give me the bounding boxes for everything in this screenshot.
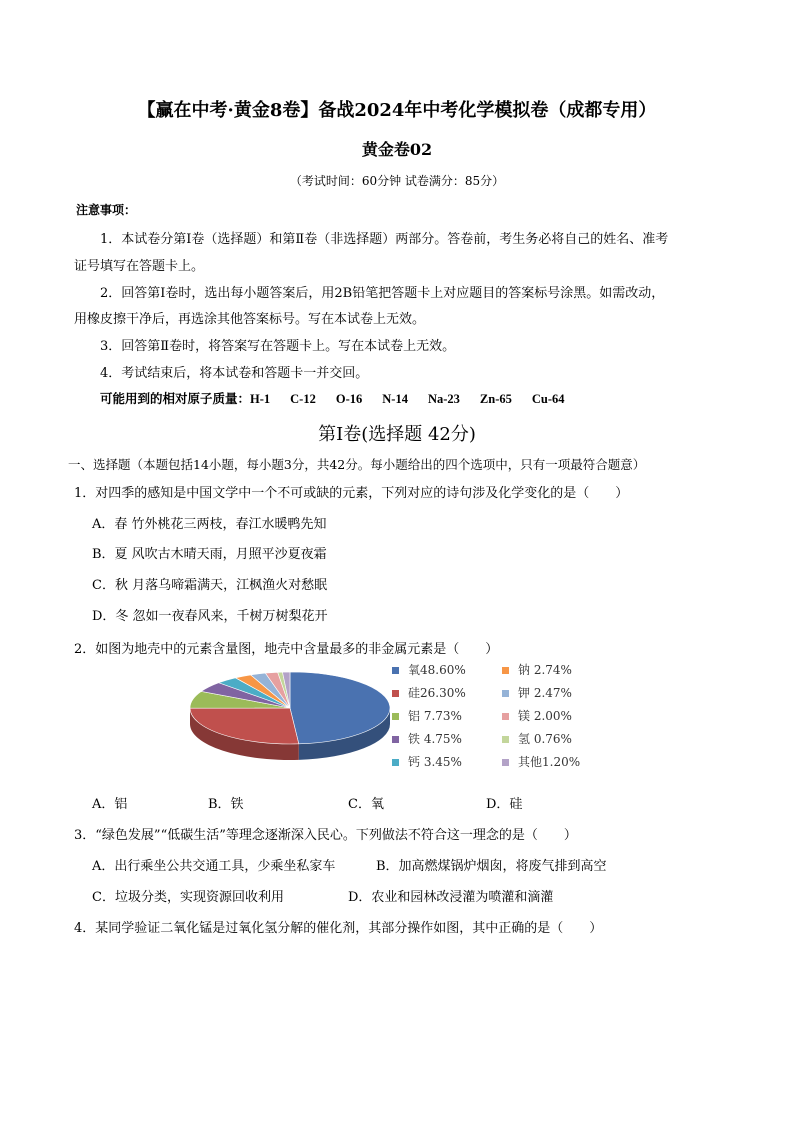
question-2-stem: 2．如图为地壳中的元素含量图，地壳中含量最多的非金属元素是（ ）: [74, 642, 499, 657]
section-title: 第Ⅰ卷(选择题 42分): [318, 424, 476, 445]
question-3-option-d: D．农业和园林改浸灌为喷灌和滴灌: [348, 890, 554, 905]
legend-label-1: 硅26.30%: [408, 686, 466, 700]
atomic-mass-o: O-16: [335, 392, 363, 406]
legend-label-3: 铁 4.75%: [408, 732, 462, 746]
note-1-line-2: 证号填写在答题卡上。: [74, 259, 205, 274]
note-2-line-1: 2．回答第Ⅰ卷时，选出每小题答案后，用2B铅笔把答题卡上对应题目的答案标号涂黑。如需改动，: [100, 286, 665, 301]
legend-label-6: 钾 2.47%: [518, 686, 572, 700]
question-2-option-c: C．氧: [348, 797, 384, 812]
exam-info: （考试时间：60分钟 试卷满分：85分）: [289, 174, 505, 188]
question-1-option-b: B．夏 风吹古木晴天雨，月照平沙夏夜霜: [92, 547, 327, 562]
paper-subtitle: 黄金卷02: [361, 140, 433, 159]
legend-swatch-3: [392, 736, 399, 743]
pie-legend: [392, 662, 580, 769]
question-1-option-d: D．冬 忽如一夜春风来，千树万树梨花开: [92, 609, 328, 624]
question-3-stem: 3．“绿色发展”“低碳生活”等理念逐渐深入民心。下列做法不符合这一理念的是（ ）: [74, 828, 577, 843]
atomic-masses: [100, 389, 585, 407]
legend-swatch-5: [502, 667, 509, 674]
atomic-mass-zn: Zn-65: [479, 392, 512, 406]
note-4: 4．考试结束后，将本试卷和答题卡一并交回。: [100, 366, 369, 381]
section-intro: 一、选择题（本题包括14小题，每小题3分，共42分。每小题给出的四个选项中，只有一项最符合题意）: [68, 457, 646, 472]
pie-layer: [190, 672, 390, 760]
notes-heading: 注意事项：: [76, 203, 137, 217]
atomic-mass-c: C-12: [290, 392, 316, 406]
legend-label-8: 氢 0.76%: [518, 732, 572, 746]
question-1-option-c: C．秋 月落乌啼霜满天，江枫渔火对愁眠: [92, 578, 328, 593]
legend-label-7: 镁 2.00%: [518, 709, 572, 723]
atomic-mass-n: N-14: [382, 392, 408, 406]
legend-swatch-1: [392, 690, 399, 697]
question-1-stem: 1．对四季的感知是中国文学中一个不可或缺的元素，下列对应的诗句涉及化学变化的是（ ）: [74, 486, 629, 501]
note-1-line-1: 1．本试卷分第Ⅰ卷（选择题）和第Ⅱ卷（非选择题）两部分。答卷前，考生务必将自己的姓名、准考: [100, 232, 669, 247]
atomic-mass-na: Na-23: [427, 392, 460, 406]
question-2-option-d: D．硅: [486, 797, 523, 812]
question-2-option-b: B．铁: [208, 797, 244, 812]
legend-swatch-2: [392, 713, 399, 720]
legend-label-9: 其他1.20%: [518, 755, 581, 769]
question-2-option-a: A．铝: [92, 797, 128, 812]
crust-element-pie-chart: [180, 660, 620, 785]
legend-label-0: 氧48.60%: [408, 663, 466, 677]
legend-swatch-8: [502, 736, 509, 743]
question-3-option-b: B．加高燃煤锅炉烟囱，将废气排到高空: [376, 859, 607, 874]
legend-label-2: 铝 7.73%: [408, 709, 462, 723]
question-3-option-c: C．垃圾分类，实现资源回收利用: [92, 890, 284, 905]
legend-swatch-6: [502, 690, 509, 697]
legend-swatch-0: [392, 667, 399, 674]
atomic-mass-cu: Cu-64: [531, 392, 565, 406]
legend-label-5: 钠 2.74%: [518, 663, 572, 677]
atomic-mass-h: H-1: [250, 392, 271, 406]
legend-swatch-7: [502, 713, 509, 720]
question-3-option-a: A．出行乘坐公共交通工具，少乘坐私家车: [92, 859, 336, 874]
note-3: 3．回答第Ⅱ卷时，将答案写在答题卡上。写在本试卷上无效。: [100, 339, 456, 354]
page-title: 【赢在中考·黄金8卷】备战2024年中考化学模拟卷（成都专用）: [137, 100, 657, 121]
legend-swatch-9: [502, 759, 509, 766]
atomic-masses-label: 可能用到的相对原子质量：: [100, 392, 251, 406]
legend-swatch-4: [392, 759, 399, 766]
note-2-line-2: 用橡皮擦干净后，再选涂其他答案标号。写在本试卷上无效。: [74, 312, 426, 327]
legend-label-4: 钙 3.45%: [408, 755, 462, 769]
question-1-option-a: A．春 竹外桃花三两枝，春江水暖鸭先知: [92, 517, 327, 532]
question-4-stem: 4．某同学验证二氧化锰是过氧化氢分解的催化剂，其部分操作如图，其中正确的是（ ）: [74, 921, 603, 936]
